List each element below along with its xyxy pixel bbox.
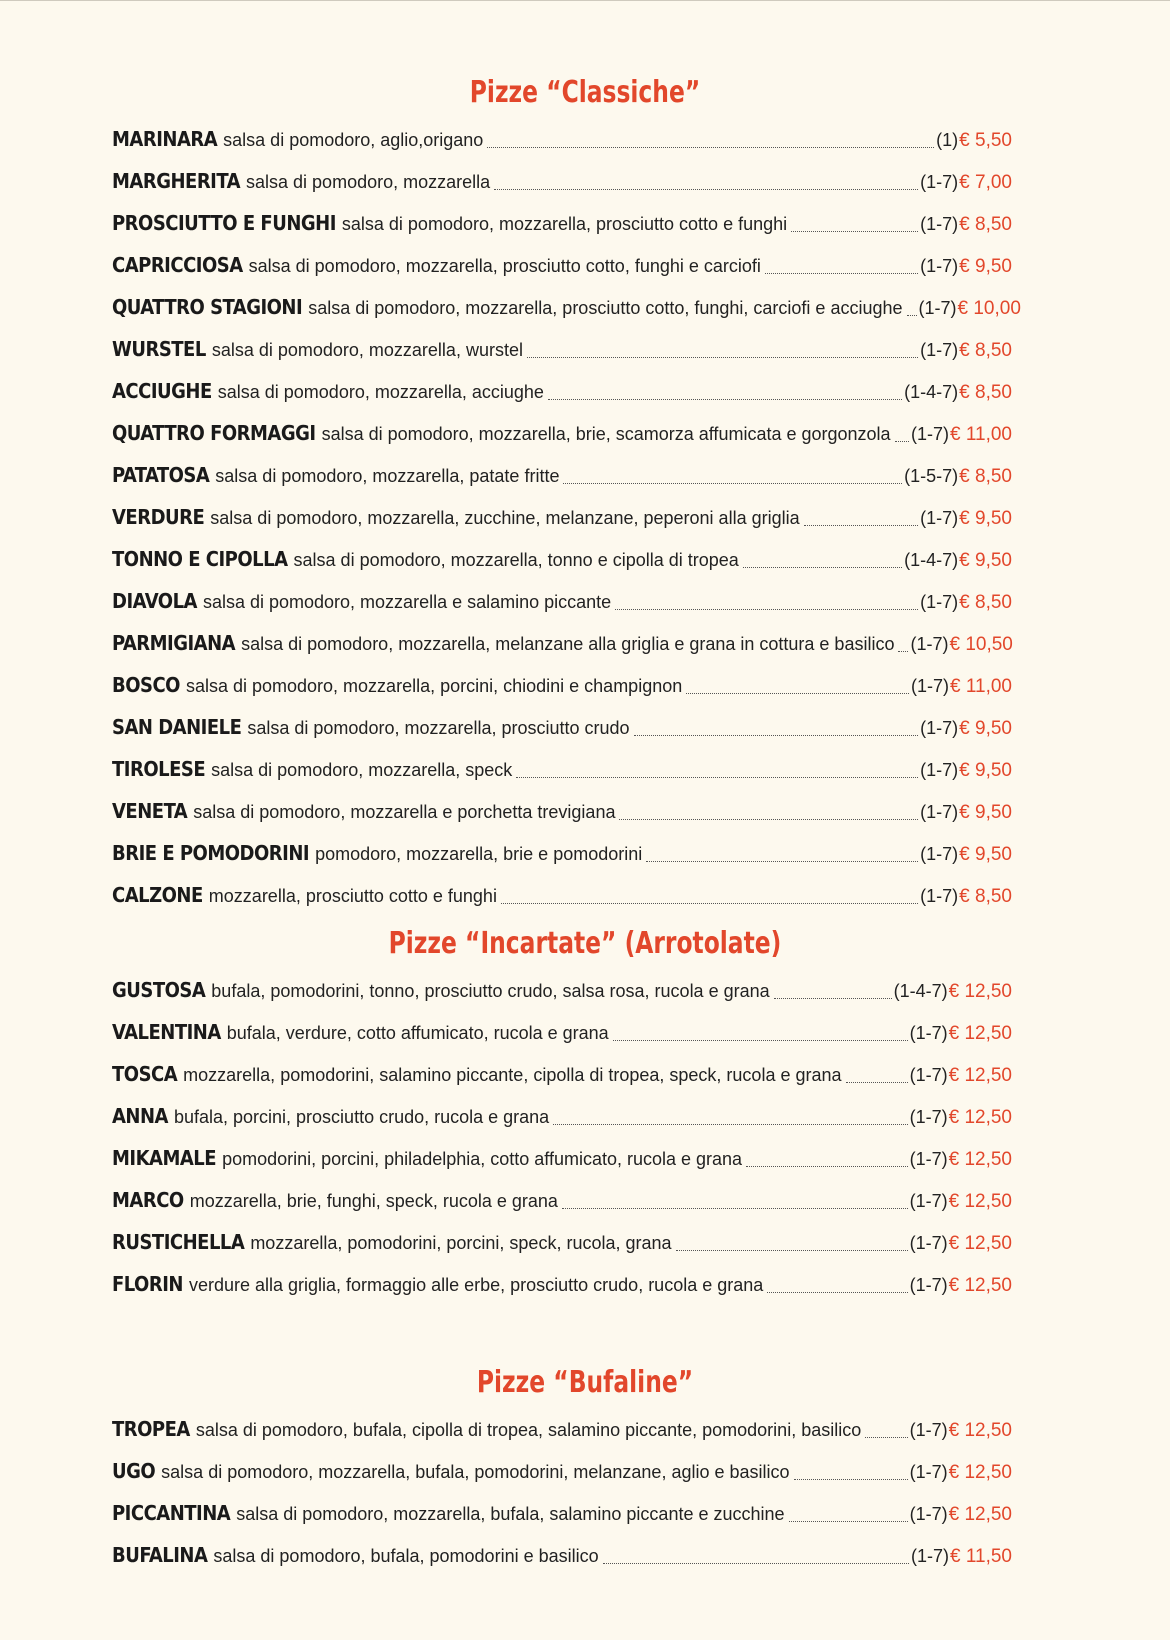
dot-leader	[615, 609, 918, 610]
menu-item	[112, 664, 1012, 706]
menu-item-allergens: (1-7)	[920, 508, 959, 528]
menu-item	[112, 328, 1012, 370]
menu-item-price: € 12,50	[948, 1065, 1012, 1086]
menu-item-price: € 8,50	[959, 886, 1012, 907]
menu-item-price: € 12,50	[948, 1023, 1012, 1044]
menu-item-allergens: (1-7)	[909, 1149, 948, 1169]
menu-item-name: WURSTEL	[112, 337, 206, 361]
menu-item-name: PARMIGIANA	[112, 631, 236, 655]
menu-item-allergens: (1-4-7)	[893, 981, 948, 1001]
menu-item-name: UGO	[112, 1459, 156, 1483]
menu-item-allergens: (1-7)	[909, 1504, 948, 1524]
menu-item-name: QUATTRO FORMAGGI	[112, 421, 316, 445]
menu-item	[112, 1137, 1012, 1179]
menu-item-name: MARCO	[112, 1188, 184, 1212]
menu-item-price: € 12,50	[948, 1149, 1012, 1170]
dot-leader	[553, 1124, 907, 1125]
menu-item	[112, 580, 1012, 622]
menu-item	[112, 454, 1012, 496]
menu-item-description: salsa di pomodoro, mozzarella, bufala, pomodorini, melanzane, aglio e basilico	[161, 1462, 790, 1482]
menu-item-name: BUFALINA	[112, 1543, 208, 1567]
menu-item-name: FLORIN	[112, 1272, 183, 1296]
menu-item-allergens: (1-4-7)	[904, 382, 959, 402]
menu-item	[112, 1450, 1012, 1492]
menu-item-price: € 12,50	[948, 1191, 1012, 1212]
menu-item-allergens: (1-7)	[911, 424, 950, 444]
dot-leader	[676, 1250, 908, 1251]
menu-item	[112, 1011, 1012, 1053]
menu-item-price: € 9,50	[959, 550, 1012, 571]
dot-leader	[907, 315, 917, 316]
menu-item-price: € 8,50	[959, 214, 1012, 235]
menu-item-allergens: (1-7)	[918, 298, 957, 318]
menu-item	[112, 412, 1012, 454]
menu-item-price: € 12,50	[948, 1107, 1012, 1128]
menu-item-description: salsa di pomodoro, mozzarella, melanzane alla griglia e grana in cottura e basilico	[241, 634, 895, 654]
menu-item-price: € 12,50	[948, 1462, 1012, 1483]
menu-item-description: salsa di pomodoro, mozzarella, porcini, chiodini e champignon	[185, 676, 683, 696]
menu-item-name: ANNA	[112, 1104, 168, 1128]
dot-leader	[563, 483, 902, 484]
menu-item	[112, 1492, 1012, 1534]
menu-item-allergens: (1-7)	[920, 214, 959, 234]
menu-item-description: salsa di pomodoro, bufala, cipolla di tropea, salamino piccante, pomodorini, basilico	[195, 1420, 862, 1440]
menu-item-allergens: (1-7)	[909, 1462, 948, 1482]
menu-item-allergens: (1-7)	[911, 1546, 950, 1566]
menu-item-description: salsa di pomodoro, mozzarella, prosciutto crudo	[247, 718, 630, 738]
menu-item-name: TONNO E CIPOLLA	[112, 547, 288, 571]
menu-item	[112, 286, 1021, 328]
menu-item-allergens: (1-7)	[909, 1191, 948, 1211]
dot-leader	[865, 1437, 907, 1438]
dot-leader	[516, 777, 918, 778]
menu-item-name: ACCIUGHE	[112, 379, 212, 403]
menu-item-price: € 7,00	[959, 172, 1012, 193]
menu-item	[112, 496, 1012, 538]
menu-item-allergens: (1-7)	[920, 844, 959, 864]
menu-item	[112, 1053, 1012, 1095]
menu-item-name: PATATOSA	[112, 463, 210, 487]
menu-item	[112, 202, 1012, 244]
menu-item	[112, 538, 1012, 580]
menu-item-price: € 12,50	[948, 1504, 1012, 1525]
menu-item-allergens: (1-7)	[909, 1233, 948, 1253]
menu-item	[112, 1179, 1012, 1221]
menu-item-allergens: (1-4-7)	[904, 550, 959, 570]
menu-item-name: GUSTOSA	[112, 978, 206, 1002]
menu-item-name: TOSCA	[112, 1062, 178, 1086]
dot-leader	[895, 441, 909, 442]
menu-item-price: € 10,50	[949, 634, 1013, 655]
dot-leader	[603, 1563, 909, 1564]
menu-item-price: € 9,50	[959, 844, 1012, 865]
menu-item-price: € 8,50	[959, 592, 1012, 613]
menu-item-name: MARINARA	[112, 127, 218, 151]
menu-item-description: salsa di pomodoro, mozzarella, speck	[211, 760, 513, 780]
menu-item-description: pomodoro, mozzarella, brie e pomodorini	[315, 844, 643, 864]
dot-leader	[619, 819, 918, 820]
dot-leader	[487, 147, 934, 148]
menu-item-allergens: (1)	[936, 130, 959, 150]
dot-leader	[562, 1208, 908, 1209]
dot-leader	[548, 399, 902, 400]
menu-item-price: € 5,50	[959, 130, 1012, 151]
menu-item	[112, 832, 1012, 874]
menu-item	[112, 370, 1012, 412]
menu-item	[112, 1095, 1012, 1137]
menu-item-description: salsa di pomodoro, mozzarella, prosciutto cotto e funghi	[341, 214, 788, 234]
menu-item-name: PROSCIUTTO E FUNGHI	[112, 211, 336, 235]
section-title-incartate: Pizze “Incartate” (Arrotolate)	[388, 926, 782, 961]
menu-list-bufaline	[112, 1408, 1012, 1576]
menu-item-name: RUSTICHELLA	[112, 1230, 245, 1254]
menu-item	[112, 748, 1012, 790]
menu-item-description: mozzarella, pomodorini, porcini, speck, rucola, grana	[250, 1233, 672, 1253]
menu-item-description: salsa di pomodoro, mozzarella, prosciutto cotto, funghi, carciofi e acciughe	[308, 298, 903, 318]
menu-item-name: BOSCO	[112, 673, 180, 697]
menu-item	[112, 160, 1012, 202]
menu-item-description: mozzarella, prosciutto cotto e funghi	[208, 886, 497, 906]
menu-item-description: mozzarella, pomodorini, salamino piccante, cipolla di tropea, speck, rucola e grana	[183, 1065, 842, 1085]
menu-item-name: TROPEA	[112, 1417, 190, 1441]
menu-item-allergens: (1-7)	[909, 1107, 948, 1127]
menu-item-price: € 8,50	[959, 466, 1012, 487]
section-title-bufaline: Pizze “Bufaline”	[476, 1365, 694, 1400]
menu-item	[112, 969, 1012, 1011]
menu-item-description: bufala, porcini, prosciutto crudo, rucola e grana	[173, 1107, 550, 1127]
menu-item-name: VERDURE	[112, 505, 205, 529]
menu-item-price: € 9,50	[959, 760, 1012, 781]
menu-item	[112, 1221, 1012, 1263]
menu-item-allergens: (1-7)	[920, 802, 959, 822]
menu-item-name: CAPRICCIOSA	[112, 253, 243, 277]
menu-item-allergens: (1-7)	[909, 1275, 948, 1295]
menu-item-name: MIKAMALE	[112, 1146, 217, 1170]
menu-item-description: salsa di pomodoro, mozzarella, acciughe	[217, 382, 544, 402]
menu-item-description: salsa di pomodoro, mozzarella	[246, 172, 491, 192]
menu-item-allergens: (1-7)	[909, 1420, 948, 1440]
menu-item-allergens: (1-7)	[920, 718, 959, 738]
menu-item-description: salsa di pomodoro, mozzarella, prosciutto cotto, funghi e carciofi	[248, 256, 761, 276]
menu-item-description: salsa di pomodoro, mozzarella, wurstel	[211, 340, 523, 360]
menu-item-allergens: (1-7)	[909, 1023, 948, 1043]
menu-item	[112, 706, 1012, 748]
menu-list-incartate	[112, 969, 1012, 1305]
dot-leader	[804, 525, 919, 526]
menu-item-allergens: (1-7)	[920, 760, 959, 780]
menu-item-price: € 10,00	[957, 298, 1021, 319]
menu-item-description: salsa di pomodoro, mozzarella, zucchine, melanzane, peperoni alla griglia	[210, 508, 800, 528]
menu-item-price: € 9,50	[959, 256, 1012, 277]
menu-item-price: € 12,50	[948, 981, 1012, 1002]
dot-leader	[646, 861, 918, 862]
menu-item-price: € 8,50	[959, 382, 1012, 403]
menu-item-price: € 8,50	[959, 340, 1012, 361]
menu-item	[112, 622, 1012, 664]
dot-leader	[791, 231, 918, 232]
menu-item-price: € 9,50	[959, 508, 1012, 529]
menu-item-allergens: (1-7)	[909, 1065, 948, 1085]
section-title-classiche: Pizze “Classiche”	[469, 75, 701, 110]
dot-leader	[774, 998, 892, 999]
menu-list-classiche	[112, 118, 1021, 916]
menu-item-name: QUATTRO STAGIONI	[112, 295, 303, 319]
dot-leader	[527, 357, 918, 358]
menu-item-allergens: (1-7)	[910, 634, 949, 654]
menu-item-price: € 9,50	[959, 718, 1012, 739]
menu-item-allergens: (1-5-7)	[904, 466, 959, 486]
menu-item-description: salsa di pomodoro, mozzarella, brie, scamorza affumicata e gorgonzola	[321, 424, 891, 444]
dot-leader	[898, 651, 908, 652]
menu-item-allergens: (1-7)	[920, 256, 959, 276]
menu-item-price: € 12,50	[948, 1420, 1012, 1441]
dot-leader	[789, 1521, 908, 1522]
menu-item-description: salsa di pomodoro, aglio,origano	[223, 130, 484, 150]
menu-item-allergens: (1-7)	[911, 676, 950, 696]
menu-item-name: VALENTINA	[112, 1020, 221, 1044]
menu-item-price: € 11,00	[950, 424, 1012, 445]
menu-item-description: salsa di pomodoro, bufala, pomodorini e basilico	[213, 1546, 599, 1566]
menu-item-description: salsa di pomodoro, mozzarella, tonno e cipolla di tropea	[293, 550, 739, 570]
menu-item	[112, 118, 1012, 160]
dot-leader	[794, 1479, 908, 1480]
menu-item-name: TIROLESE	[112, 757, 206, 781]
menu-item-allergens: (1-7)	[920, 592, 959, 612]
menu-item-name: DIAVOLA	[112, 589, 197, 613]
menu-item-description: salsa di pomodoro, mozzarella e porchetta trevigiana	[193, 802, 616, 822]
dot-leader	[743, 567, 902, 568]
menu-item-description: bufala, pomodorini, tonno, prosciutto crudo, salsa rosa, rucola e grana	[211, 981, 770, 1001]
menu-item-name: MARGHERITA	[112, 169, 241, 193]
dot-leader	[846, 1082, 908, 1083]
menu-item-price: € 12,50	[948, 1275, 1012, 1296]
dot-leader	[501, 903, 918, 904]
menu-item	[112, 244, 1012, 286]
menu-item-description: verdure alla griglia, formaggio alle erbe, prosciutto crudo, rucola e grana	[188, 1275, 764, 1295]
menu-item-name: CALZONE	[112, 883, 203, 907]
menu-item-name: VENETA	[112, 799, 188, 823]
dot-leader	[767, 1292, 907, 1293]
menu-item	[112, 790, 1012, 832]
menu-item-allergens: (1-7)	[920, 340, 959, 360]
menu-item-allergens: (1-7)	[920, 172, 959, 192]
menu-item-price: € 11,50	[950, 1546, 1012, 1567]
menu-item	[112, 1263, 1012, 1305]
menu-item-description: pomodorini, porcini, philadelphia, cotto affumicato, rucola e grana	[222, 1149, 743, 1169]
menu-item	[112, 874, 1012, 916]
dot-leader	[494, 189, 918, 190]
menu-item-description: salsa di pomodoro, mozzarella, bufala, salamino piccante e zucchine	[236, 1504, 785, 1524]
menu-item-description: bufala, verdure, cotto affumicato, rucola e grana	[226, 1023, 609, 1043]
menu-item	[112, 1534, 1012, 1576]
menu-item-name: SAN DANIELE	[112, 715, 242, 739]
menu-item-name: PICCANTINA	[112, 1501, 231, 1525]
menu-item-name: BRIE E POMODORINI	[112, 841, 310, 865]
dot-leader	[746, 1166, 908, 1167]
menu-item-description: salsa di pomodoro, mozzarella e salamino piccante	[202, 592, 612, 612]
dot-leader	[634, 735, 919, 736]
dot-leader	[613, 1040, 908, 1041]
menu-item-price: € 9,50	[959, 802, 1012, 823]
menu-item-description: salsa di pomodoro, mozzarella, patate fritte	[215, 466, 560, 486]
menu-item-allergens: (1-7)	[920, 886, 959, 906]
menu-item	[112, 1408, 1012, 1450]
dot-leader	[765, 273, 918, 274]
dot-leader	[686, 693, 909, 694]
menu-item-description: mozzarella, brie, funghi, speck, rucola e grana	[189, 1191, 558, 1211]
menu-item-price: € 12,50	[948, 1233, 1012, 1254]
menu-item-price: € 11,00	[950, 676, 1012, 697]
